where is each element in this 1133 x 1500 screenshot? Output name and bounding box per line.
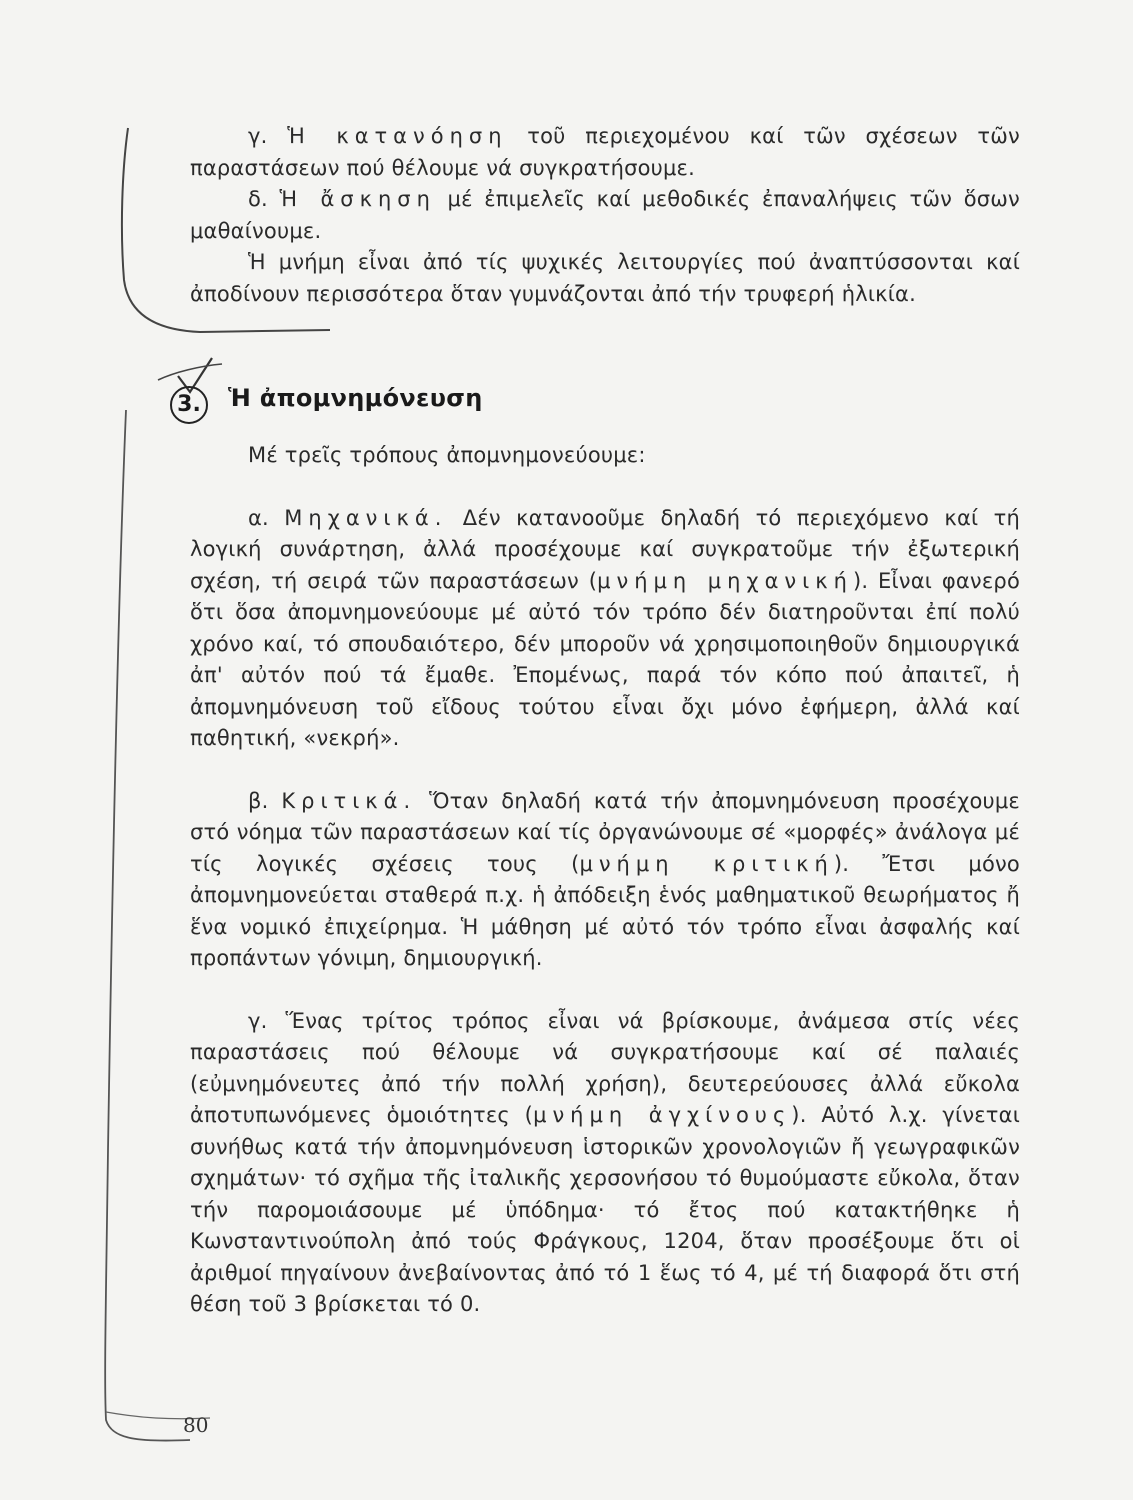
text-mechanical-2: ). Εἶναι φανερό ὅτι ὅσα ἀπομνημονεύουμε μέ αὐτό τόν τρόπο δέν διατηροῦνται ἐπί πολύ χρόνο καί, τό σπουδαιότερο, δέν μποροῦν νά χρησιμοποιηθοῦν δημιουργικά ἀπ' αὐτόν πού τά ἔμαθε. Ἐπομένως, παρά τόν κόπο πού ἀπαιτεῖ, ἡ ἀπομνημόνευση τοῦ εἴδους τούτου εἶναι ὄχι μόνο ἐφήμερη, ἀλλά καί παθητική, «νεκρή».: [190, 568, 1020, 750]
text-mechanical-1: Δέν κατανοοῦμε δηλαδή τό περιεχόμενο καί τή λογική συνάρτηση, ἀλλά προσέχουμε καί συγκρατοῦμε τήν ἐξωτερική σχέση, τή σειρά τῶν παραστάσεων (: [190, 505, 1020, 593]
page-number: 80: [183, 1413, 209, 1437]
text-practice: μέ ἐπιμελεῖς καί μεθοδικές ἐπαναλήψεις τῶν ὅσων μαθαίνουμε.: [190, 187, 1020, 243]
text-understanding: τοῦ περιεχομένου καί τῶν σχέσεων τῶν παραστάσεων πού θέλουμε νά συγκρατήσουμε.: [190, 124, 1020, 180]
label-delta: δ.: [248, 187, 268, 211]
label-beta: β.: [248, 788, 269, 813]
label-gamma-2: γ.: [248, 1008, 268, 1033]
paragraph-gamma-understanding: [190, 121, 1020, 184]
term-mechanical: Μηχανικά.: [284, 505, 448, 530]
term-mechanical-memory: μνήμη μηχανική: [597, 568, 853, 593]
paragraph-mechanical: [190, 503, 1020, 755]
paragraph-delta-practice: [190, 184, 1020, 247]
term-critical-memory: μνήμη κριτική: [579, 851, 834, 876]
text-associative-2: ). Αὐτό λ.χ. γίνεται συνήθως κατά τήν ἀπομνημόνευση ἱστορικῶν χρονολογιῶν ἤ γεωγραφικῶν σχημάτων· τό σχῆμα τῆς ἰταλικῆς χερσονήσου τό θυμούμαστε εὔκολα, ὅταν τήν παρομοιάσουμε μέ ὑπόδημα· τό ἔτος πού κατακτήθηκε ἡ Κωνσταντινούπολη ἀπό τούς Φράγκους, 1204, ὅταν προσέξουμε ὅτι οἱ ἀριθμοί πηγαίνουν ἀνεβαίνοντας ἀπό τό 1 ἕως τό 4, μέ τή διαφορά ὅτι στή θέση τοῦ 3 βρίσκεται τό 0.: [190, 1103, 1021, 1316]
paragraph-memory-note: Ἡ μνήμη εἶναι ἀπό τίς ψυχικές λειτουργίες πού ἀναπτύσσονται καί ἀποδίνουν περισσότερα ὅταν γυμνάζονται ἀπό τήν τρυφερή ἡλικία.: [190, 250, 1020, 306]
term-understanding: Ἡ κατανόηση: [287, 124, 508, 148]
section-heading: Ἡ ἀπομνημόνευση: [228, 384, 483, 412]
term-associative-memory: μνήμη ἀγχίνους: [533, 1103, 792, 1127]
main-text-block: [190, 440, 1020, 1321]
paragraph-critical: [190, 786, 1020, 975]
intro-line: Μέ τρεῖς τρόπους ἀπομνημονεύουμε:: [248, 443, 646, 467]
paragraph-associative: [190, 1006, 1020, 1321]
text-critical-2: ). Ἔτσι μόνο ἀπομνημονεύεται σταθερά π.χ. ἡ ἀπόδειξη ἑνός μαθηματικοῦ θεωρήματος ἤ ἕνα νομικό ἐπιχείρημα. Ἡ μάθηση μέ αὐτό τόν τρόπο εἶναι ἀσφαλής καί προπάντων γόνιμη, δημιουργική.: [190, 851, 1020, 970]
label-gamma: γ.: [248, 124, 268, 148]
term-practice: Ἡ ἄσκηση: [279, 187, 436, 211]
heading-side-mark: [158, 364, 222, 380]
term-critical: Κριτικά.: [281, 788, 417, 813]
text-critical-1: Ὅταν δηλαδή κατά τήν ἀπομνημόνευση προσέχουμε στό νόημα τῶν παραστάσεων καί τίς ὀργανώνουμε σέ «μορφές» ἀνάλογα μέ τίς λογικές σχέσεις τους (: [190, 788, 1020, 876]
section-number-circled: 3.: [170, 386, 208, 424]
label-alpha: α.: [248, 505, 269, 530]
long-left-bracket: [105, 410, 190, 1441]
top-text-block: [190, 121, 1020, 310]
text-associative-1: Ἕνας τρίτος τρόπος εἶναι νά βρίσκουμε, ἀνάμεσα στίς νέες παραστάσεις πού θέλουμε νά συγκρατήσουμε καί σέ παλαιές (εὐμνημόνευτες ἀπό τήν πολλή χρήση), δευτερεύουσες ἀλλά εὔκολα ἀποτυπωνόμενες ὁμοιότητες (: [190, 1008, 1020, 1127]
